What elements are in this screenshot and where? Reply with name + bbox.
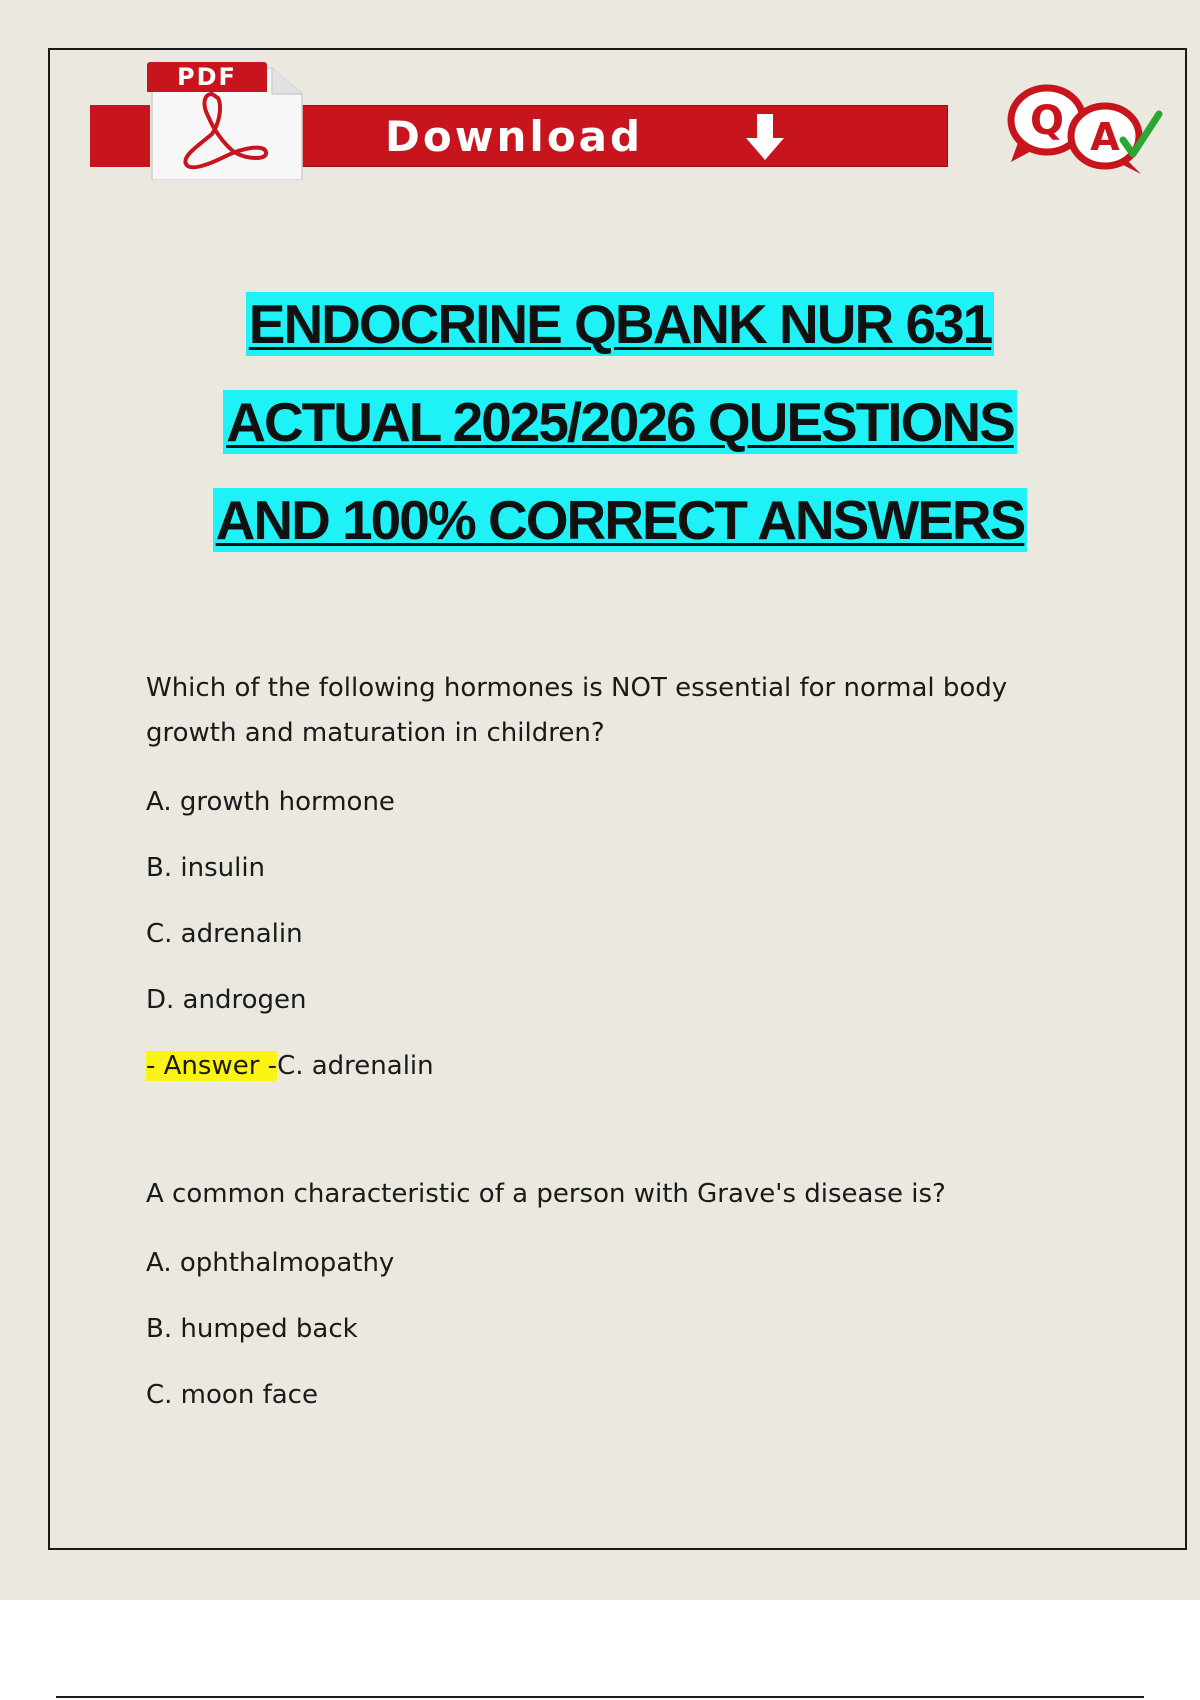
qa-logo-icon — [1005, 78, 1175, 178]
question-text: A common characteristic of a person with Grave's disease is? — [146, 1179, 946, 1209]
answer-line — [146, 1046, 1086, 1086]
pdf-download-banner[interactable] — [90, 60, 860, 180]
title-line-1: ENDOCRINE QBANK NUR 631 — [246, 292, 994, 356]
answer-value: C. adrenalin — [277, 1051, 434, 1081]
answer-label: - Answer - — [146, 1051, 278, 1081]
answer-option: B. humped back — [146, 1314, 358, 1344]
answer-option: D. androgen — [146, 985, 307, 1015]
question-block-2 — [146, 1172, 1086, 1415]
down-arrow-icon — [740, 110, 790, 166]
answer-option: B. insulin — [146, 853, 266, 883]
answer-option: C. adrenalin — [146, 919, 303, 949]
title-line-2: ACTUAL 2025/2026 QUESTIONS — [223, 390, 1017, 454]
answer-option: A. ophthalmopathy — [146, 1248, 395, 1278]
pdf-tab-label: PDF — [147, 62, 267, 92]
logo-q-letter: Q — [1029, 98, 1065, 144]
answer-option: A. growth hormone — [146, 787, 395, 817]
question-block-1 — [146, 666, 1086, 1086]
question-text: Which of the following hormones is NOT essential for normal body growth and maturation in children? — [146, 673, 1008, 748]
banner-left-block — [90, 105, 150, 167]
pdf-file-icon — [142, 60, 306, 180]
download-label: Download — [385, 112, 644, 161]
document-title — [140, 292, 1100, 552]
bottom-divider — [56, 1696, 1144, 1698]
answer-option: C. moon face — [146, 1380, 318, 1410]
logo-a-letter: A — [1090, 115, 1120, 159]
title-line-3: AND 100% CORRECT ANSWERS — [213, 488, 1028, 552]
